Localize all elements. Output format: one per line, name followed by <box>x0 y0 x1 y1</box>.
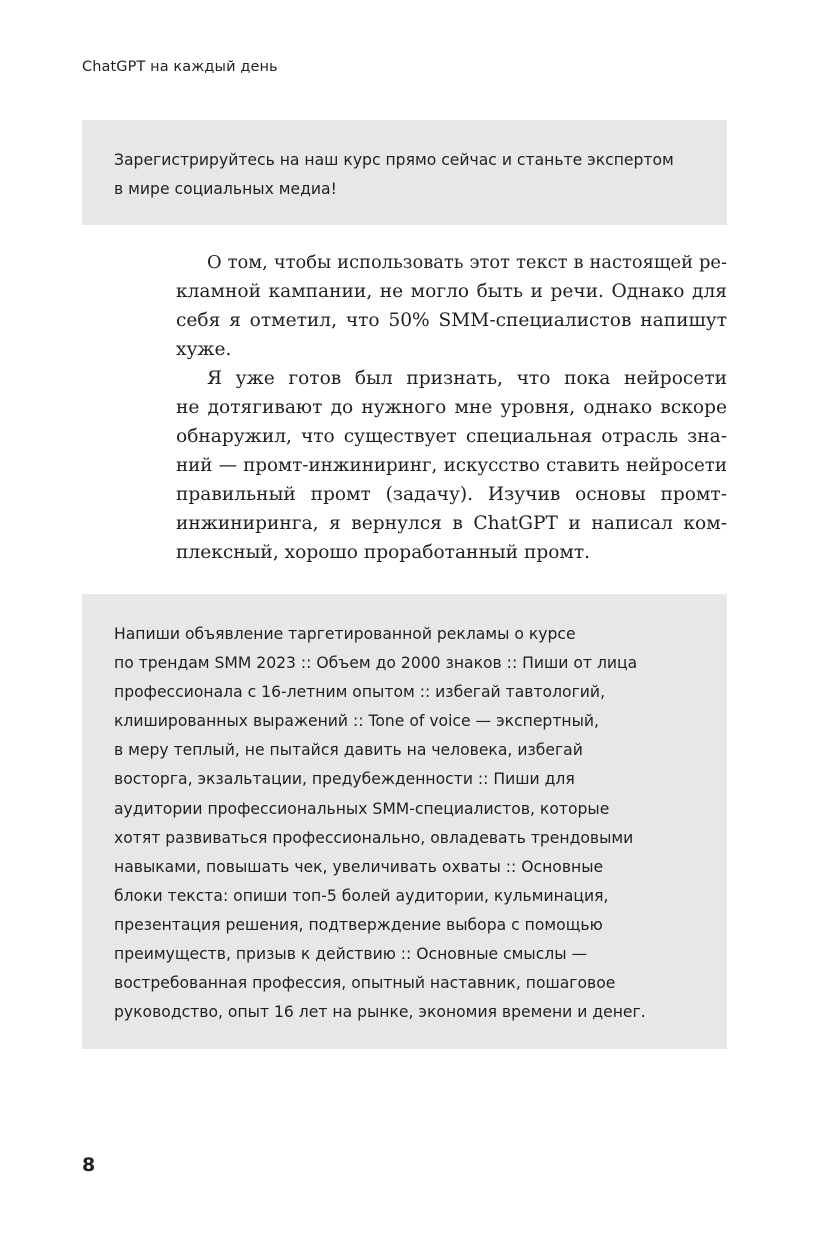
paragraph-1 <box>176 248 727 364</box>
page-number: 8 <box>82 1154 96 1176</box>
prompt-line: в меру теплый, не пытайся давить на человека, избегай <box>114 741 583 760</box>
prompt-line: руководство, опыт 16 лет на рынке, экономия времени и денег. <box>114 1003 646 1022</box>
prompt-line: хотят развиваться профессионально, овладевать трендовыми <box>114 828 634 847</box>
callout-line: Зарегистрируйтесь на наш курс прямо сейчас и станьте экспертом <box>114 151 674 169</box>
text-line: обнаружил, что существует специальная отрасль зна- <box>176 426 727 447</box>
prompt-line: по трендам SMM 2023 :: Объем до 2000 знаков :: Пиши от лица <box>114 654 638 673</box>
paragraph-2 <box>176 364 727 567</box>
body-text <box>176 248 727 567</box>
prompt-line: востребованная профессия, опытный наставник, пошаговое <box>114 974 616 993</box>
text-line: себя я отметил, что 50% SMM-специалистов напишут <box>176 310 727 331</box>
text-line: ний — промт-инжиниринг, искусство ставить нейросети <box>176 455 727 476</box>
prompt-line: аудитории профессиональных SMM-специалистов, которые <box>114 799 610 818</box>
prompt-line: восторга, экзальтации, предубежденности :: Пиши для <box>114 770 575 789</box>
text-line: плексный, хорошо проработанный промт. <box>176 542 591 563</box>
text-line: не дотягивают до нужного мне уровня, однако вскоре <box>176 397 727 418</box>
prompt-line: профессионала с 16-летним опытом :: избегай тавтологий, <box>114 683 606 702</box>
text-line: хуже. <box>176 339 232 360</box>
prompt-line: блоки текста: опиши топ-5 болей аудитории, кульминация, <box>114 886 609 905</box>
text-line: инжиниринга, я вернулся в ChatGPT и написал ком- <box>176 513 727 534</box>
text-line: Я уже готов был признать, что пока нейросети <box>207 368 727 389</box>
prompt-line: преимуществ, призыв к действию :: Основные смыслы — <box>114 945 588 964</box>
prompt-line: клишированных выражений :: Tone of voice — экспертный, <box>114 712 600 731</box>
prompt-line: навыками, повышать чек, увеличивать охваты :: Основные <box>114 857 604 876</box>
prompt-line: Напиши объявление таргетированной рекламы о курсе <box>114 625 576 643</box>
running-head: ChatGPT на каждый день <box>82 59 278 75</box>
text-line: О том, чтобы использовать этот текст в настоящей ре- <box>207 252 727 273</box>
prompt-line: презентация решения, подтверждение выбора с помощью <box>114 915 603 934</box>
callout-box-top <box>82 120 727 225</box>
prompt-box <box>82 594 727 1049</box>
callout-line: в мире социальных медиа! <box>114 180 337 198</box>
text-line: правильный промт (задачу). Изучив основы промт- <box>176 484 727 505</box>
text-line: кламной кампании, не могло быть и речи. Однако для <box>176 281 727 302</box>
